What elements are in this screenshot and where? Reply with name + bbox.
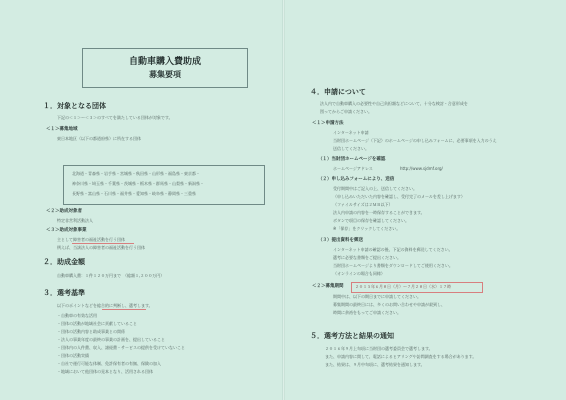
red-underline bbox=[102, 309, 146, 310]
section-2-heading: ２．助成金額 bbox=[43, 258, 85, 266]
section-3-heading: ３．選考基準 bbox=[43, 289, 85, 297]
section-5-text: ２０１６年９月上旬頃に当財団の選考委員会で選考します。 bbox=[325, 346, 433, 351]
step-2-text: ボタンで項目の保存を確認してください。 bbox=[333, 218, 409, 223]
title-box bbox=[82, 48, 248, 88]
section-4-intro: 図ってからご申請ください。 bbox=[320, 109, 372, 114]
apply-method-text: 当財団ホームページ（下記）のホームページの申し込みフォームに、必要事項を入力のうえ bbox=[333, 138, 497, 143]
apply-method-heading: ＜１＞申請方法 bbox=[312, 121, 344, 126]
red-underline bbox=[72, 243, 134, 244]
step-3-heading: （３）提出資料を郵送 bbox=[318, 238, 363, 243]
prefecture-line: 長野県・富山県・石川県・福井県・愛知県・岐阜県・静岡県・三重県 bbox=[72, 191, 196, 196]
section-4-heading: ４．申請について bbox=[310, 88, 366, 96]
section-2-text: 自動車購入費：１件１２０万円まで （総額１,２００万円） bbox=[57, 273, 165, 278]
document-subtitle: 募集要項 bbox=[149, 70, 181, 79]
criteria-item: ・自社で運行可能な体制、免許保有者の有無、保険の加入 bbox=[57, 361, 161, 366]
section-4-intro: 法人内で自動車購入の必要性や自己負担額などについて、十分な検討・合意形成を bbox=[320, 101, 468, 106]
sub-1-heading: ＜１＞募集地域 bbox=[46, 127, 78, 132]
sub-2-text: 特定非営利活動法人 bbox=[57, 218, 93, 223]
homepage-label: ホームページアドレス bbox=[333, 166, 373, 171]
period-heading: ＜２＞募集期間 bbox=[312, 284, 344, 289]
criteria-item: ・団体の活動実績 bbox=[57, 353, 89, 358]
section-1-heading: １．対象となる団体 bbox=[43, 102, 106, 110]
criteria-item: ・自動車の有効な活用 bbox=[57, 313, 97, 318]
apply-method-text: インターネット申請 bbox=[333, 130, 369, 135]
step-3-text: 当財団ホームページより書類をダウンロードしてご使用ください。 bbox=[333, 263, 453, 268]
prefecture-line: 神奈川県・埼玉県・千葉県・茨城県・栃木県・群馬県・山梨県・新潟県・ bbox=[72, 181, 204, 186]
step-3-text: インターネット申請の確認の後、下記の資料を郵送してください。 bbox=[333, 247, 453, 252]
step-2-text: 法人内申請の内容を一時保存することができます。 bbox=[333, 210, 425, 215]
criteria-item: ・団体の活動が地域社会に貢献していること bbox=[57, 321, 137, 326]
step-2-text: 受付期間中はご記入の上、送信してください。 bbox=[333, 186, 417, 191]
step-3-text: （オンラインの場合も同様） bbox=[333, 271, 385, 276]
sub-1-text: 東日本地区（以下の都道府県）に所在する団体 bbox=[57, 136, 141, 141]
sub-3-heading: ＜３＞助成対象事業 bbox=[46, 228, 87, 233]
prefecture-line: 北海道・青森県・岩手県・宮城県・秋田県・山形県・福島県・東京都・ bbox=[72, 171, 200, 176]
section-5-text: また、申請内容に関して、電話によるヒアリングや訪問調査をする場合があります。 bbox=[325, 354, 477, 359]
sub-3-text: 例えば、当該法人の障害者の福祉活動を行う団体 bbox=[57, 245, 145, 250]
criteria-item: ・法人の事業年度の最終の事業の計画を、提出していること bbox=[57, 337, 165, 342]
period-note: 時間に余裕をもってご申請ください。 bbox=[333, 310, 401, 315]
step-2-text: （ファイルサイズは２ＭＢ以下） bbox=[333, 202, 393, 207]
sub-2-heading: ＜２＞助成対象者 bbox=[46, 209, 82, 214]
apply-method-text: 送信してください。 bbox=[333, 146, 369, 151]
step-1-heading: （１）当財団ホームページを確認 bbox=[318, 157, 386, 162]
criteria-item: ・団体の活動内容と助成事業との関係 bbox=[57, 329, 125, 334]
step-2-heading: （２）申し込みフォームにより、送信 bbox=[318, 177, 395, 182]
section-3-intro: 以下のポイントなどを総合的に判断し、選考します。 bbox=[57, 303, 153, 308]
period-note: 募集期間の最終日には、多くのお問い合わせや申請が殺到し、 bbox=[333, 302, 445, 307]
step-3-text: 選考に必要な書類をご提出ください。 bbox=[333, 255, 401, 260]
period-note: 期間中は、以下の期日までに申請してください。 bbox=[333, 294, 421, 299]
prefecture-list-box bbox=[63, 165, 265, 205]
period-text: ２０１５年６月８日（月）～７月２８日（水）１７時 bbox=[355, 284, 451, 289]
section-1-intro: 下記の＜１＞～＜３＞のすべてを満たしている団体が対象です。 bbox=[57, 115, 173, 120]
left-page bbox=[0, 0, 282, 400]
criteria-item: ・団体内の人件費、収入、諸経費・サービスの提供を受けていないこと bbox=[57, 345, 185, 350]
criteria-item: ・地域において他団体の見本となり、活用される団体 bbox=[57, 369, 153, 374]
sub-3-text: 主として障害者の福祉活動を行う団体 bbox=[57, 237, 125, 242]
section-5-text: また、結果は、９月中旬頃に、選考結果を通知します。 bbox=[325, 362, 425, 367]
right-page bbox=[285, 0, 566, 400]
document-title: 自動車購入費助成 bbox=[128, 57, 201, 67]
homepage-url[interactable]: http://www.sjdmf.org/ bbox=[400, 166, 443, 171]
section-5-heading: ５．選考方法と結果の通知 bbox=[310, 332, 394, 340]
step-2-text: （申し込みいただいた内容を確認し、受付完了のメールを差し上げます） bbox=[333, 194, 465, 199]
step-2-text: ※「保存」をクリックしてください。 bbox=[333, 226, 401, 231]
